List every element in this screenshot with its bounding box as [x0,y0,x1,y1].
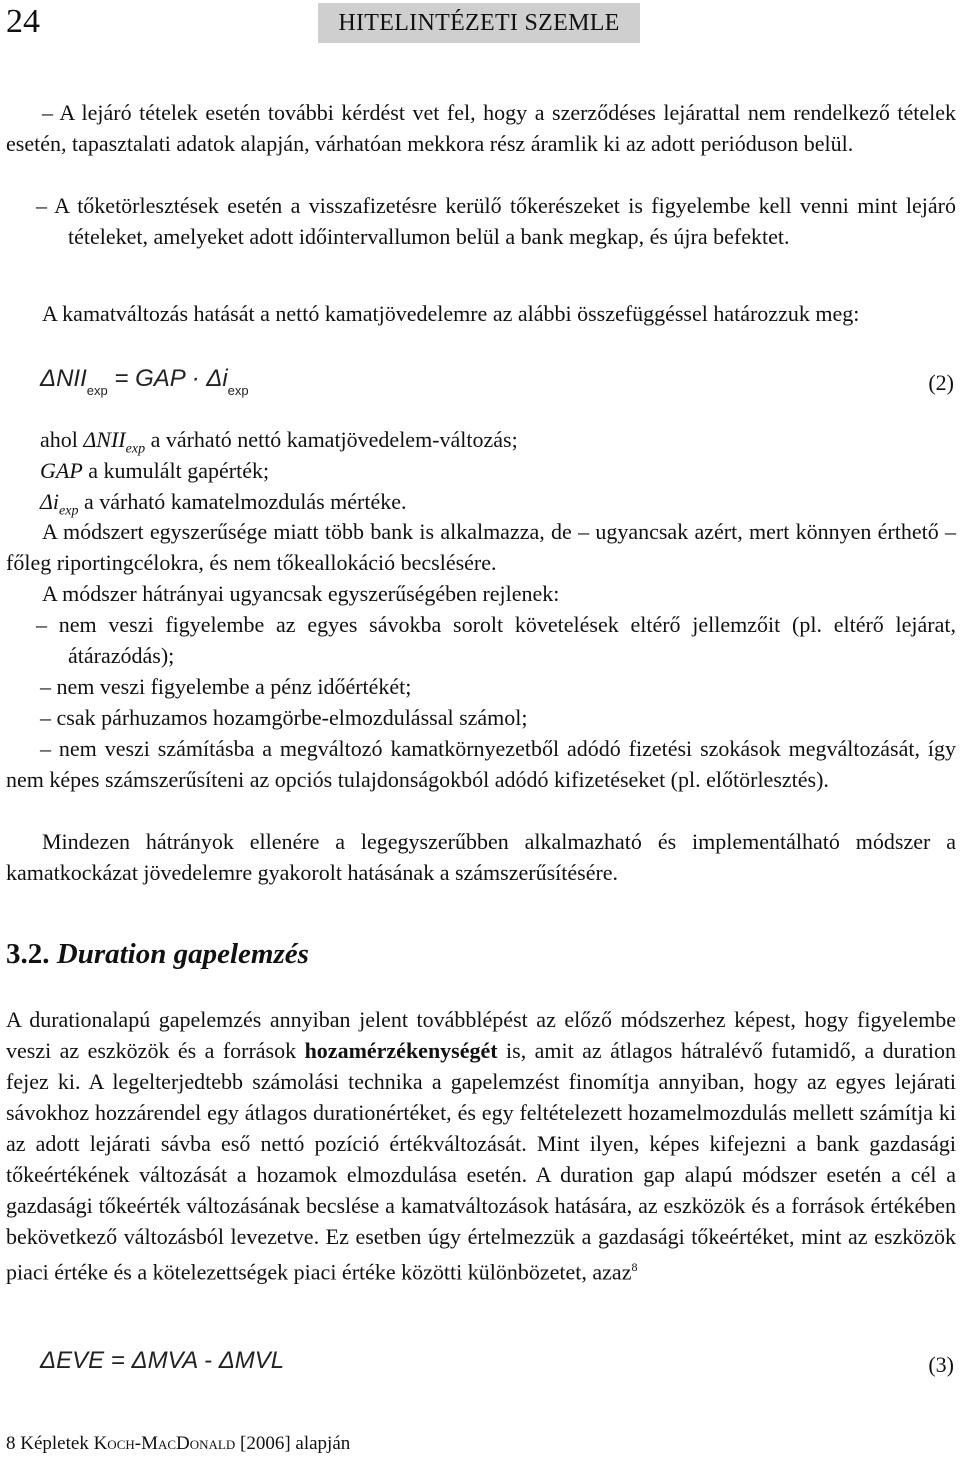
list-item [36,190,956,252]
paragraph-drawbacks-intro: A módszer hátrányai ugyancsak egyszerűségében rejlenek: [42,581,560,606]
formula-3: ΔEVE = ΔMVA - ΔMVL [40,1347,285,1374]
formula-subscript: exp [86,382,108,398]
footnote-reference: 8 [631,1260,638,1274]
list-item [36,609,956,671]
paragraph-method: A módszert egyszerűsége miatt több bank is alkalmazza, de – ugyancsak azért, mert könnyen érthető – főleg riportingcélokra, és nem tőkeallokáció becslésére. [6,519,956,575]
footnote [6,1433,350,1455]
list-item [40,671,956,702]
definition-2 [40,455,269,486]
paragraph-formula-intro: A kamatváltozás hatását a nettó kamatjövedelemre az alábbi összefüggéssel határozzuk meg: [42,301,860,326]
paragraph-text: A durationalapú gapelemzés annyiban jelent továbblépést az előző módszerhez képest, hogy figyelembe veszi az eszközök és a források [6,1007,956,1063]
page-number: 24 [6,3,40,40]
paragraph-text: is, amit az átlagos hátralévő futamidő, a duration fejez ki. A legelterjedtebb számolási technika a gapelemzést finomítja annyiban, hogy az egyes lejárati sávokhoz hozzárendel egy átlagos durationértéket, és egy feltételezett hozamelmozdulás mellett számítja ki az adott lejárati sávba eső nettó pozíció értékváltozását. Mint ilyen, képes kifejezni a bank gazdasági tőkeértékének változását a hozamok elmozdulása esetén. A duration gap alapú módszer esetén a cél a gazdasági tőkeérték változásának becslése a kamatváltozások hatására, az eszközök és a források értékében bekövetkező változásból levezetve. Ez esetben úgy értelmezzük a gazdasági tőkeértéket, mint az eszközök piaci értéke és a kötelezettségek piaci értéke közötti különbözetet, azaz [6,1038,957,1285]
definition-text: a várható kamatelmozdulás mértéke. [78,489,407,514]
equation-number-3: (3) [928,1352,954,1377]
formula-subscript: exp [227,382,249,398]
journal-header: HITELINTÉZETI SZEMLE [318,3,640,43]
definition-lead: ahol [40,427,78,452]
footnote-author: Koch-MacDonald [93,1433,236,1454]
definition-symbol: ΔNII [83,427,126,452]
section-title: Duration gapelemzés [56,938,309,970]
footnote-text: Képletek [15,1433,94,1454]
paragraph-conclusion: Mindezen hátrányok ellenére a legegyszerűbben alkalmazható és implementálható módszer a kamatkockázat jövedelemre gyakorolt hatásának a számszerűsítésére. [6,829,956,885]
footnote-text: [2006] alapján [235,1433,351,1454]
list-item-text: – nem veszi figyelembe az egyes sávokba sorolt követelések eltérő jellemzőit (pl. eltérő lejárat, átárazódás); [36,612,956,668]
list-item-text: – A lejáró tételek esetén további kérdést vet fel, hogy a szerződéses lejárattal nem rendelkező tételek esetén, tapasztalati adatok alapján, várhatóan mekkora rész áramlik ki az adott perióduson belül. [6,100,956,156]
definition-subscript: exp [125,441,146,457]
formula-2 [40,365,249,398]
list-item-text: – nem veszi figyelembe a pénz időértékét; [40,674,412,699]
list-item-text: – csak párhuzamos hozamgörbe-elmozdulással számol; [40,705,528,730]
definition-text: a kumulált gapérték; [82,458,270,483]
formula-rhs: = GAP · Δi [107,365,228,392]
footnote-mark: 8 [6,1433,16,1454]
list-item [40,702,956,733]
list-item-text: – nem veszi számításba a megváltozó kamatkörnyezetből adódó fizetési szokások megváltozását, így nem képes számszerűsíteni az opciós tulajdonságokból adódó kifizetéseket (pl. előtörlesztés). [6,736,956,792]
definition-text: a várható nettó kamatjövedelem-változás; [145,427,518,452]
list-item [6,97,956,159]
section-number: 3.2. [6,938,50,970]
bold-term: hozamérzékenységét [304,1038,498,1063]
definition-symbol: GAP [40,458,83,483]
list-item-text: – A tőketörlesztések esetén a visszafizetésre kerülő tőkerészeket is figyelembe kell venni mint lejáró tételeket, amelyeket adott időintervallumon belül a bank megkap, és újra befektet. [36,193,956,249]
equation-number-2: (2) [928,370,954,395]
definition-subscript: exp [59,503,79,519]
formula-lhs: ΔNII [40,365,87,392]
definition-symbol: Δi [40,489,60,514]
list-item [6,733,956,795]
paragraph-duration [6,1004,956,1287]
section-heading [6,938,309,971]
